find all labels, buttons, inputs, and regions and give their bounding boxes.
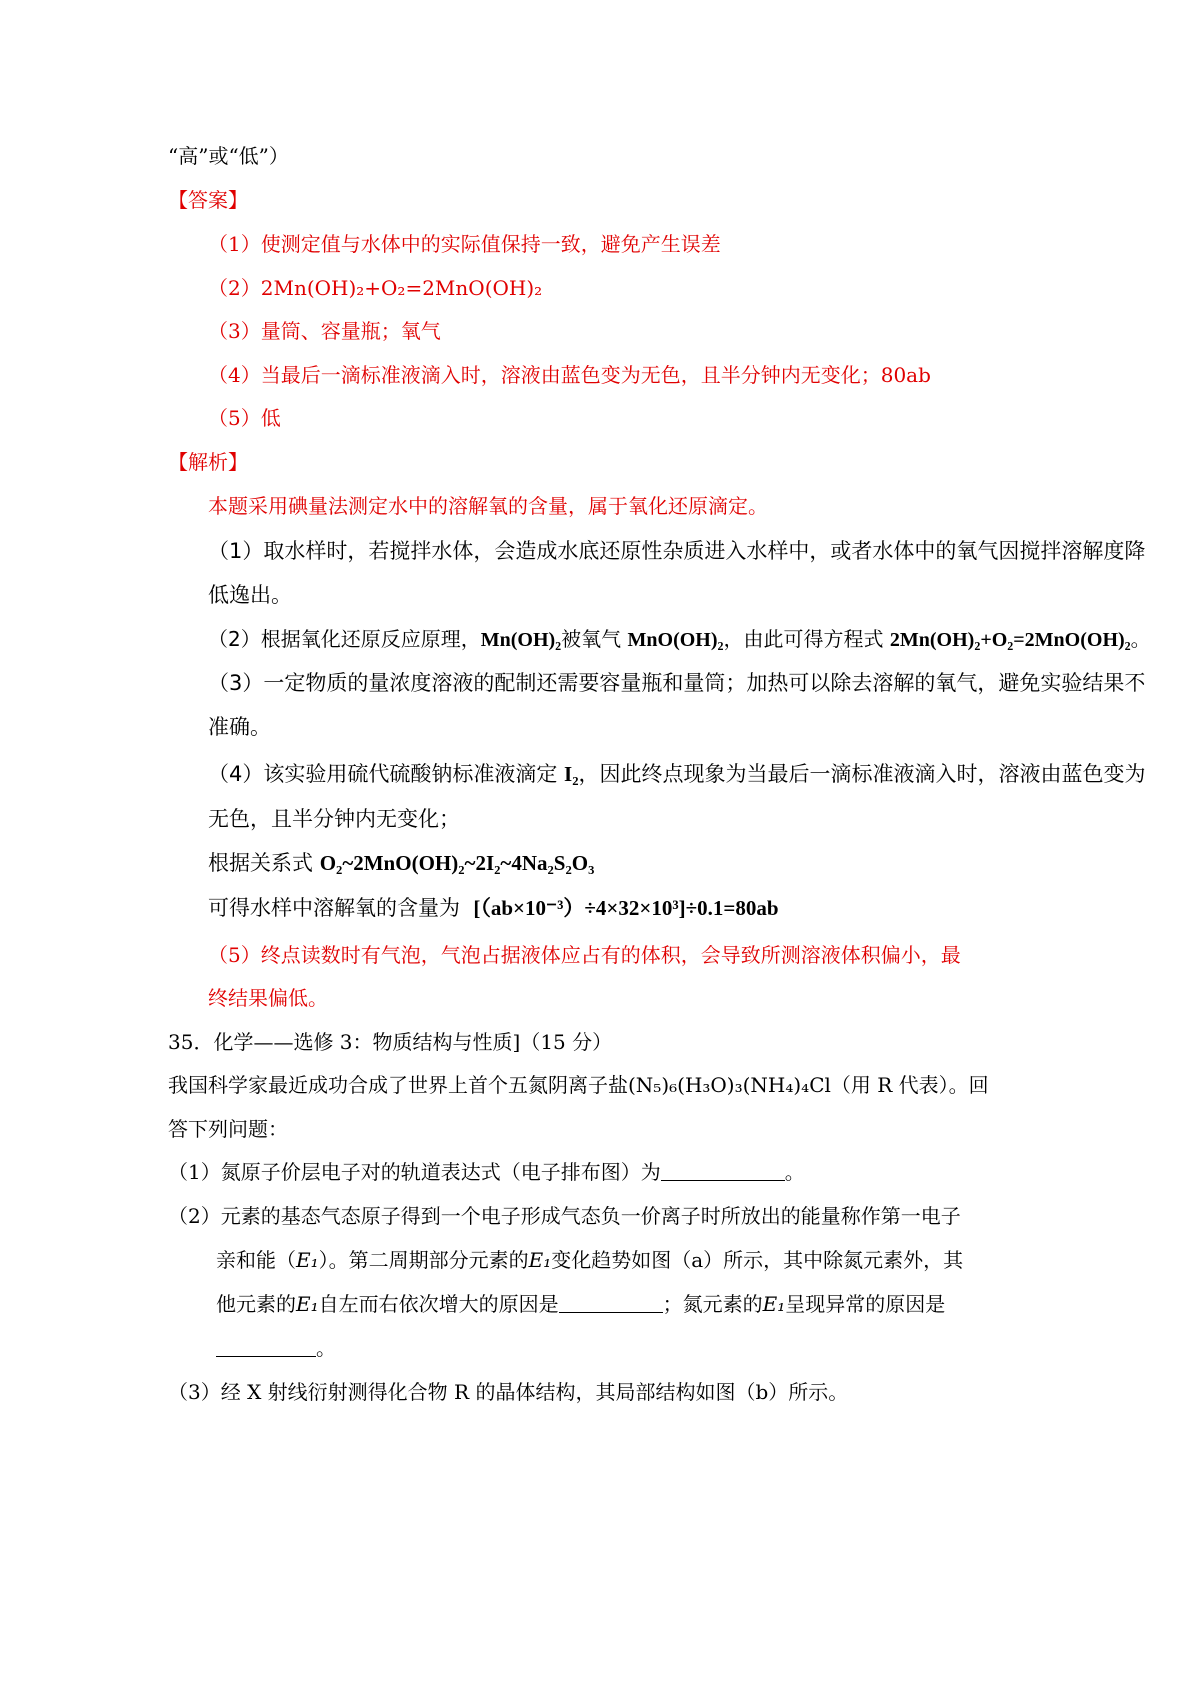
analysis-2 [208, 625, 1151, 654]
question-intro-tail: “高”或“低”） [168, 144, 289, 168]
analysis-1-line1: （1）取水样时，若搅拌水体，会造成水底还原性杂质进入水样中，或者水体中的氧气因搅拌溶解度降 [208, 539, 1146, 563]
q1-answer-blank[interactable] [661, 1160, 785, 1181]
answer-2-prefix: （2） [208, 276, 261, 300]
answer-2-formula: 2Mn(OH)₂+O₂=2MnO(OH)₂ [260, 276, 543, 300]
q2-l3-a: 他元素的 [216, 1292, 296, 1316]
analysis-5-line2: 终结果偏低。 [208, 986, 328, 1010]
content-label: 可得水样中溶解氧的含量为 [208, 896, 460, 920]
answer-4: （4）当最后一滴标准液滴入时，溶液由蓝色变为无色，且半分钟内无变化；80ab [208, 363, 931, 387]
question-35-q2-line2 [216, 1246, 963, 1274]
q2-l3-d: 呈现异常的原因是 [785, 1292, 946, 1316]
q2-e1-symbol-2: E₁ [528, 1248, 552, 1272]
relation-label: 根据关系式 [208, 851, 313, 875]
analysis-4-i2: I₂ [564, 762, 579, 786]
stem-b: （用 R 代表）。回 [830, 1073, 989, 1097]
question-35-q2-line3 [216, 1290, 945, 1318]
analysis-heading: 【解析】 [168, 450, 248, 474]
analysis-2-end: 。 [1130, 627, 1151, 651]
answer-3: （3）量筒、容量瓶；氧气 [208, 319, 441, 343]
analysis-2-mnoh2: Mn(OH)₂ [480, 629, 562, 651]
answer-heading: 【答案】 [168, 188, 248, 212]
analysis-3-line2: 准确。 [208, 715, 271, 739]
analysis-4-line1 [208, 760, 1146, 788]
analysis-2-e: ，由此可得方程式 [723, 627, 884, 651]
question-35-q1 [168, 1158, 805, 1186]
q2-e1-symbol-3: E₁ [296, 1292, 319, 1316]
q2-answer-blank-2[interactable] [216, 1336, 316, 1357]
stem-a: 我国科学家最近成功合成了世界上首个五氮阴离子盐 [168, 1073, 628, 1097]
answer-2 [208, 274, 542, 302]
analysis-4-line2: 无色，且半分钟内无变化； [208, 807, 460, 831]
question-35-q2-line1: （2）元素的基态气态原子得到一个电子形成气态负一价离子时所放出的能量称作第一电子 [168, 1204, 961, 1228]
relation-formula: O₂~2MnO(OH)₂~2I₂~4Na₂S₂O₃ [319, 851, 595, 875]
analysis-5-line1: （5）终点读数时有气泡，气泡占据液体应占有的体积，会导致所测溶液体积偏小，最 [208, 943, 961, 967]
stem-formula: (N₅)₆(H₃O)₃(NH₄)₄Cl [628, 1073, 831, 1097]
q2-end: 。 [316, 1336, 336, 1360]
question-35-stem-line2: 答下列问题： [168, 1117, 288, 1141]
q2-l2-c: 变化趋势如图（a）所示，其中除氮元素外，其 [551, 1248, 964, 1272]
analysis-3-line1: （3）一定物质的量浓度溶液的配制还需要容量瓶和量筒；加热可以除去溶解的氧气，避免实验结果不 [208, 671, 1146, 695]
analysis-2-a: （2）根据氧化还原反应原理， [208, 627, 481, 651]
analysis-2-equation: 2Mn(OH)₂+O₂=2MnO(OH)₂ [889, 629, 1131, 651]
answer-1: （1）使测定值与水体中的实际值保持一致，避免产生误差 [208, 232, 721, 256]
analysis-intro: 本题采用碘量法测定水中的溶解氧的含量，属于氧化还原滴定。 [208, 494, 768, 518]
q2-l3-c: ；氮元素的 [662, 1292, 763, 1316]
q2-answer-blank-1[interactable] [559, 1292, 663, 1313]
content-formula: [（ab×10⁻³）÷4×32×10³]÷0.1=80ab [473, 896, 779, 920]
analysis-4-c: ，因此终点现象为当最后一滴标准液滴入时，溶液由蓝色变为 [578, 762, 1146, 786]
q2-l3-b: 自左而右依次增大的原因是 [318, 1292, 559, 1316]
analysis-4-a: （4）该实验用硫代硫酸钠标准液滴定 [208, 762, 558, 786]
q2-l2-a: 亲和能（ [216, 1248, 296, 1272]
analysis-content [208, 894, 779, 922]
analysis-2-mnooh2: MnO(OH)₂ [627, 629, 724, 651]
q2-e1-symbol-4: E₁ [762, 1292, 786, 1316]
q1-text: （1）氮原子价层电子对的轨道表达式（电子排布图）为 [168, 1160, 661, 1184]
q2-l2-b: ）。第二周期部分元素的 [318, 1248, 529, 1272]
answer-5: （5）低 [208, 406, 281, 430]
question-35-title: 35．化学——选修 3：物质结构与性质]（15 分） [168, 1030, 613, 1054]
analysis-2-c: 被氧气 [561, 627, 622, 651]
question-35-q2-line4 [216, 1334, 336, 1362]
analysis-relation [208, 849, 594, 877]
question-35-q3: （3）经 X 射线衍射测得化合物 R 的晶体结构，其局部结构如图（b）所示。 [168, 1380, 849, 1404]
q2-e1-symbol: E₁ [296, 1248, 319, 1272]
question-35-stem-line1 [168, 1071, 989, 1099]
q1-end: 。 [784, 1160, 805, 1184]
analysis-1-line2: 低逸出。 [208, 583, 292, 607]
